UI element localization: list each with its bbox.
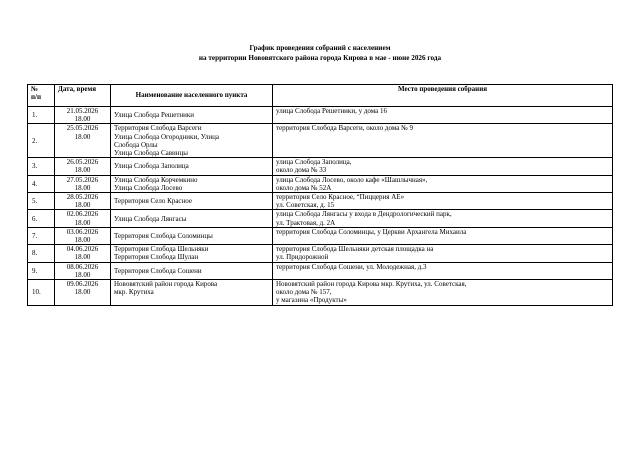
row-date-time	[55, 210, 111, 227]
row-date: 09.06.2026	[66, 280, 99, 289]
row-time: 18.00	[74, 166, 91, 175]
header-date-time: Дата, время	[55, 85, 111, 107]
row-time: 18.00	[74, 115, 91, 124]
table-row	[28, 262, 613, 279]
meeting-place-line: около дома № 52А	[276, 183, 332, 192]
settlement-name-line: Территория Слобода Шулан	[114, 253, 199, 262]
row-date: 21.05.2026	[66, 107, 99, 115]
row-date: 03.06.2026	[66, 227, 99, 236]
row-settlement-name	[111, 175, 273, 192]
table-row	[28, 124, 613, 158]
meeting-place-line: ул. Советская, д. 15	[276, 201, 335, 210]
settlement-name-line: Нововятский район города Кирова	[114, 280, 218, 289]
settlement-name-line: Слобода Орлы	[114, 140, 158, 149]
settlement-name-line: Территория Слобода Варсеги	[114, 124, 202, 133]
row-date-time	[55, 107, 111, 124]
row-settlement-name	[111, 193, 273, 210]
settlement-name-line: Территория Село Красное	[114, 197, 192, 206]
row-number: 9.	[28, 262, 55, 279]
meeting-place-line: Нововятский район города Кирова мкр. Крутиха, ул. Советская,	[276, 280, 467, 289]
row-number: 6.	[28, 210, 55, 227]
row-date: 27.05.2026	[66, 175, 99, 184]
meeting-place-line: около дома № 157,	[276, 288, 332, 297]
row-meeting-place	[273, 107, 613, 124]
row-meeting-place	[273, 280, 613, 306]
settlement-name-line: Улица Слобода Огородники, Улица	[114, 132, 219, 141]
settlement-name-line: мкр. Крутиха	[114, 288, 154, 297]
row-settlement-name	[111, 107, 273, 124]
settlement-name-line: Территория Слобода Сошени	[114, 266, 202, 275]
row-time: 18.00	[74, 201, 91, 210]
row-number: 4.	[28, 175, 55, 192]
header-number-line-2: п/п	[31, 93, 42, 102]
row-time: 18.00	[74, 253, 91, 262]
row-date: 26.05.2026	[66, 158, 99, 167]
row-date: 28.05.2026	[66, 193, 99, 202]
row-settlement-name	[111, 280, 273, 306]
row-date-time	[55, 245, 111, 262]
meeting-place-line: ул. Трактовая, д. 2А	[276, 218, 336, 227]
table-body	[28, 107, 613, 306]
row-meeting-place	[273, 227, 613, 244]
row-time: 18.00	[74, 218, 91, 227]
table-row	[28, 210, 613, 227]
row-number: 5.	[28, 193, 55, 210]
row-date-time	[55, 193, 111, 210]
meeting-place-line: около дома № 33	[276, 166, 327, 175]
row-settlement-name	[111, 158, 273, 175]
header-number	[28, 85, 55, 107]
settlement-name-line: Территория Слобода Соломинцы	[114, 231, 213, 240]
row-date: 04.06.2026	[66, 245, 99, 254]
meeting-place-line: территория Слобода Соломинцы, у Церкви Архангела Михаила	[276, 227, 467, 236]
settlement-name-line: Улица Слобода Корчемкино	[114, 175, 198, 184]
row-time: 18.00	[74, 183, 91, 192]
row-date-time	[55, 124, 111, 158]
meeting-place-line: улица Слобода Лянгасы у входа в Дендрологический парк,	[276, 210, 452, 219]
table-row	[28, 245, 613, 262]
meeting-place-line: территория Слобода Варсеги, около дома № 9	[276, 124, 414, 133]
table-row	[28, 107, 613, 124]
header-meeting-place: Место проведения собрания	[273, 85, 613, 107]
meeting-place-line: территория Село Красное, “Пиццерия АЕ»	[276, 193, 405, 202]
table-row	[28, 158, 613, 175]
meeting-place-line: улица Слобода Решетники, у дома 16	[276, 107, 387, 115]
row-meeting-place	[273, 124, 613, 158]
row-date-time	[55, 227, 111, 244]
settlement-name-line: Улица Слобода Заполица	[114, 162, 189, 171]
meetings-schedule-table	[27, 84, 613, 306]
row-number: 8.	[28, 245, 55, 262]
row-meeting-place	[273, 210, 613, 227]
settlement-name-line: Территория Слобода Шельняки	[114, 245, 209, 254]
row-date: 08.06.2026	[66, 262, 99, 271]
table-row	[28, 175, 613, 192]
meeting-place-line: у магазина «Продукты»	[276, 296, 347, 305]
row-meeting-place	[273, 158, 613, 175]
settlement-name-line: Улица Слобода Савинцы	[114, 149, 188, 158]
table-header-row	[28, 85, 613, 107]
meeting-place-line: улица Слобода Заполица,	[276, 158, 352, 167]
row-time: 18.00	[74, 270, 91, 279]
document-title-line-1: График проведения собраний с населением	[249, 44, 391, 52]
row-date-time	[55, 158, 111, 175]
row-settlement-name	[111, 210, 273, 227]
row-date-time	[55, 175, 111, 192]
row-settlement-name	[111, 124, 273, 158]
row-settlement-name	[111, 227, 273, 244]
row-settlement-name	[111, 245, 273, 262]
table-row	[28, 193, 613, 210]
settlement-name-line: Улица Слобода Лянгасы	[114, 214, 187, 223]
row-meeting-place	[273, 175, 613, 192]
row-number: 7.	[28, 227, 55, 244]
row-date: 25.05.2026	[66, 124, 99, 133]
meeting-place-line: территория Слобода Сошени, ул. Молодежная, д.3	[276, 262, 427, 271]
table-row	[28, 280, 613, 306]
settlement-name-line: Улица Слобода Лосево	[114, 183, 183, 192]
meeting-place-line: ул. Придорожной	[276, 253, 329, 262]
row-date-time	[55, 280, 111, 306]
row-meeting-place	[273, 193, 613, 210]
row-number: 10.	[28, 280, 55, 306]
row-settlement-name	[111, 262, 273, 279]
meeting-place-line: территория Слобода Шельняки детская площадка на	[276, 245, 434, 254]
header-number-line-1: №	[31, 85, 39, 93]
row-meeting-place	[273, 262, 613, 279]
row-number: 1.	[28, 107, 55, 124]
settlement-name-line: Улица Слобода Решетники	[114, 111, 195, 120]
document-title-line-2: на территории Нововятского района города Кирова в мае - июне 2026 года	[198, 54, 442, 62]
row-meeting-place	[273, 245, 613, 262]
row-number: 3.	[28, 158, 55, 175]
row-date-time	[55, 262, 111, 279]
header-settlement-name: Наименование населенного пункта	[111, 85, 273, 107]
row-time: 18.00	[74, 132, 91, 141]
row-number: 2.	[28, 124, 55, 158]
row-time: 18.00	[74, 288, 91, 297]
table-row	[28, 227, 613, 244]
row-date: 02.06.2026	[66, 210, 99, 219]
row-time: 18.00	[74, 236, 91, 245]
meeting-place-line: улица Слобода Лосево, около кафе «Шашлычная»,	[276, 175, 428, 184]
